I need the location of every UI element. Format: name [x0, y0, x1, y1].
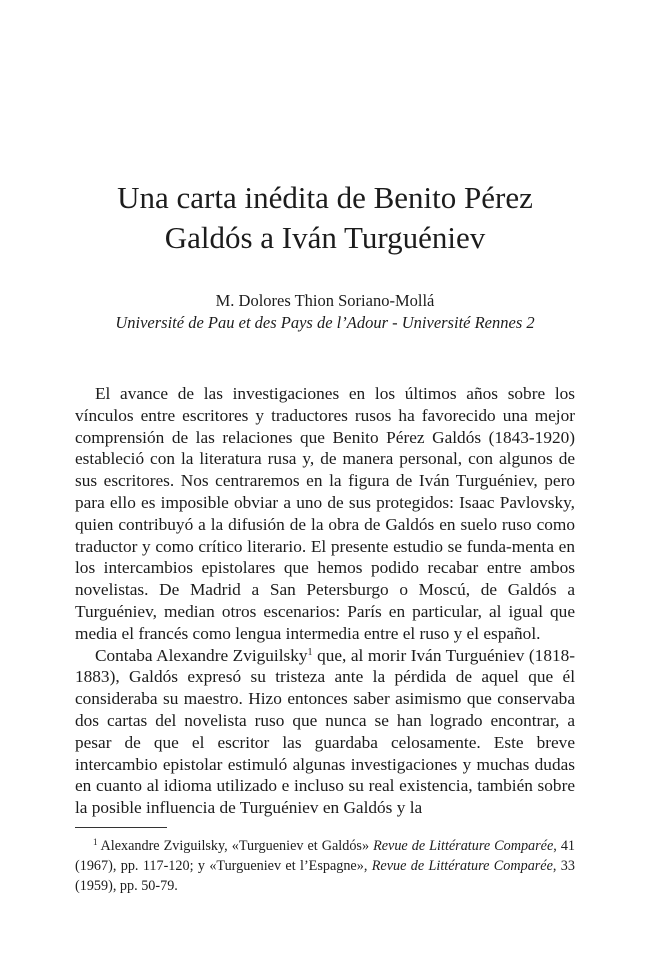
- footnote-part-1: Alexandre Zviguilsky, «Turgueniev et Galdós»: [100, 838, 374, 854]
- paragraph-2-rest: que, al morir Iván Turguéniev (1818-1883), Galdós expresó su tristeza ante la pérdida de aquel que él consideraba su maestro. Hizo entonces saber asimismo que conservaba dos cartas del novelista ruso que nunca se han logrado encontrar, a pesar de que el escritor las guardaba celosamente. Este breve intercambio epistolar estimuló algunas investigaciones y muchas dudas en cuanto al idioma utilizado e incluso su real existencia, también sobre la posible influencia de Turguéniev en Galdós y la: [75, 645, 576, 818]
- footnote-journal-2: Revue de Littérature Comparée: [371, 858, 553, 874]
- paragraph-1: El avance de las investigaciones en los últimos años sobre los vínculos entre escritores y traductores rusos ha favorecido una mejor comprensión de las relaciones que Benito Pérez Galdós (1843-1920) estableció con la literatura rusa y, de manera personal, con algunos de sus escritores. Nos centraremos en la figura de Iván Turguéniev, pero para ello es imposible obviar a uno de sus protegidos: Isaac Pavlovsky, quien contribuyó a la difusión de la obra de Galdós en suelo ruso como traductor y como crítico literario. El presente estudio se funda-menta en los intercambios epistolares que hemos podido recabar entre ambos novelistas. De Madrid a San Petersburgo o Moscú, de Galdós a Turguéniev, median otros escenarios: París en particular, al igual que media el francés como lengua intermedia entre el ruso y el español.: [75, 384, 575, 643]
- article-title-line-1: Una carta inédita de Benito Pérez: [117, 180, 533, 215]
- paragraph-2-start: Contaba Alexandre Zviguilsky: [95, 645, 308, 665]
- article-body: [75, 383, 575, 819]
- footnote-text: [75, 836, 575, 896]
- author-affiliation: Université de Pau et des Pays de l’Adour - Université Rennes 2: [115, 313, 535, 332]
- article-title-line-2: Galdós a Iván Turguéniev: [164, 220, 486, 255]
- footnote-divider: [75, 827, 167, 828]
- footnote-part-3: , 33 (1959), pp. 50-79.: [75, 858, 575, 894]
- author-name: M. Dolores Thion Soriano-Mollá: [215, 291, 435, 310]
- footnote-journal-1: Revue de Littérature Comparée: [373, 838, 554, 854]
- footnote-1: [75, 836, 575, 896]
- footnote-reference[interactable]: 1: [307, 646, 313, 658]
- footnote-part-2: , 41 (1967), pp. 117-120; y «Turgueniev et l’Espagne»,: [75, 838, 576, 874]
- footnote-mark: 1: [93, 837, 98, 847]
- paragraph-2: [75, 645, 575, 819]
- article-title: [60, 178, 590, 258]
